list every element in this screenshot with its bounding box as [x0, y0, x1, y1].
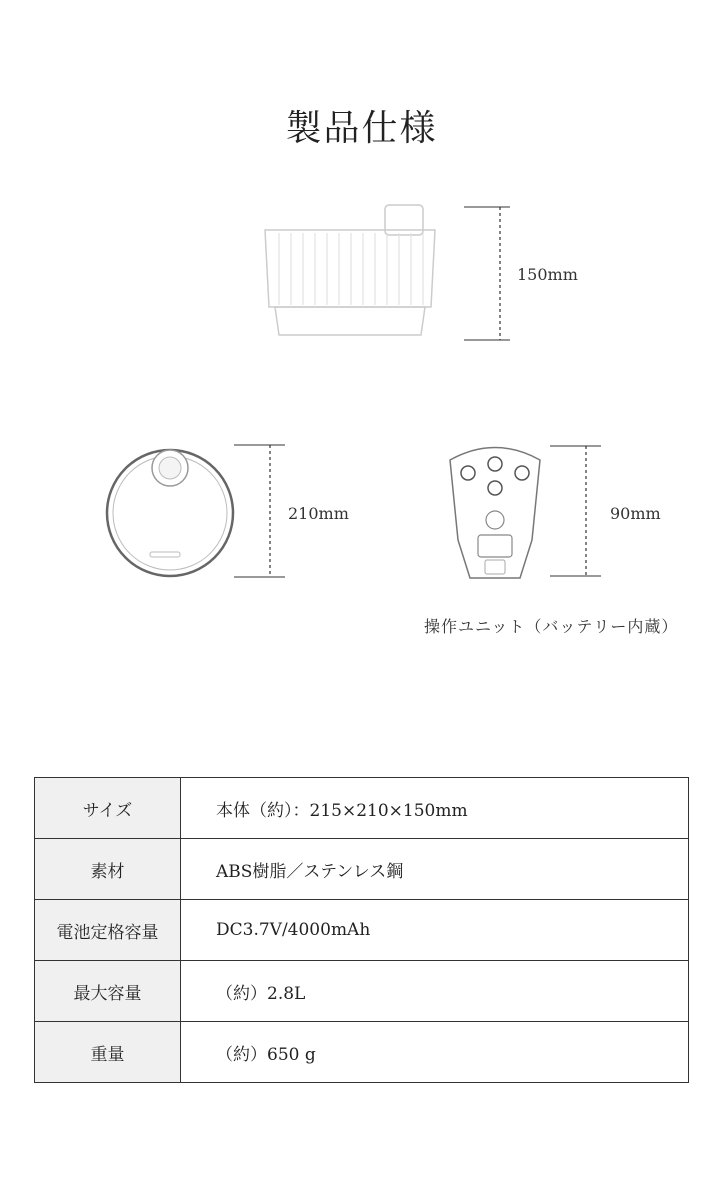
- height-dimension-line: [462, 205, 512, 345]
- spec-key: 電池定格容量: [35, 900, 181, 961]
- spec-key: 素材: [35, 839, 181, 900]
- unit-caption: 操作ユニット（バッテリー内蔵）: [424, 617, 679, 636]
- top-view-illustration: [100, 438, 245, 583]
- table-row: [35, 961, 689, 1022]
- table-row: [35, 778, 689, 839]
- control-unit-illustration: [440, 440, 550, 585]
- spec-key: 最大容量: [35, 961, 181, 1022]
- table-row: [35, 839, 689, 900]
- width-label: 210mm: [288, 504, 349, 523]
- height-label: 150mm: [517, 265, 578, 284]
- spec-value: ABS樹脂／ステンレス鋼: [181, 839, 689, 900]
- spec-key: 重量: [35, 1022, 181, 1083]
- side-view-illustration: [255, 195, 445, 345]
- page-title: 製品仕様: [285, 108, 438, 149]
- spec-value: 本体（約）：215×210×150mm: [181, 778, 689, 839]
- spec-value: （約）2.8L: [181, 961, 689, 1022]
- table-row: [35, 900, 689, 961]
- spec-value: （約）650 g: [181, 1022, 689, 1083]
- width-dimension-line: [232, 442, 287, 582]
- unit-dimension-line: [548, 443, 603, 583]
- unit-label: 90mm: [610, 504, 661, 523]
- spec-key: サイズ: [35, 778, 181, 839]
- table-row: [35, 1022, 689, 1083]
- spec-value: DC3.7V/4000mAh: [181, 900, 689, 961]
- spec-table: [34, 777, 689, 1083]
